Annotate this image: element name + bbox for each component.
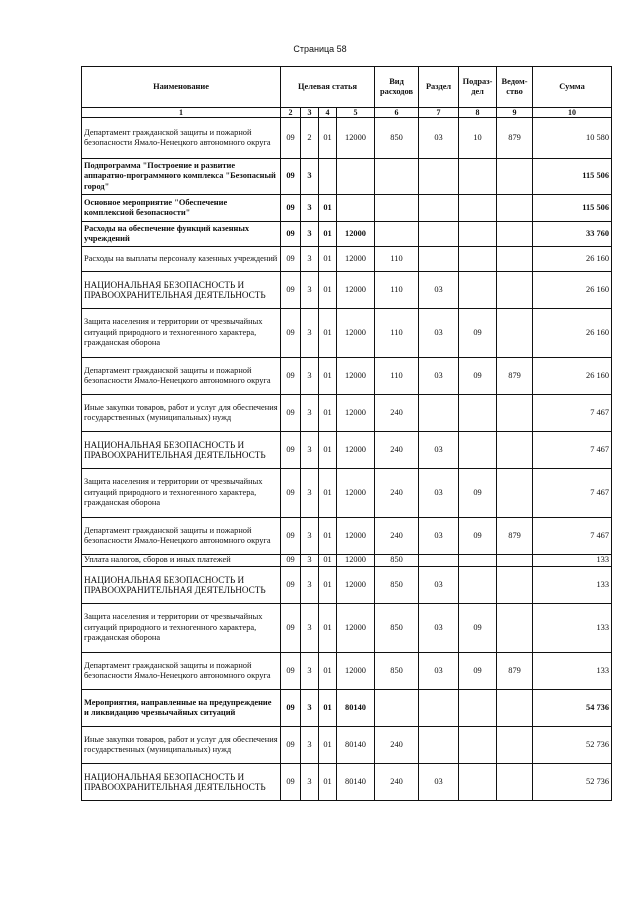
department-code [497,764,533,801]
row-name: Защита населения и территории от чрезвычайных ситуаций природного и техногенного характера, гражданская оборона [82,309,281,358]
amount: 7 467 [533,469,612,518]
table-row [82,309,612,358]
code-subprogram: 3 [301,159,319,195]
amount: 7 467 [533,518,612,555]
amount: 133 [533,604,612,653]
amount: 26 160 [533,272,612,309]
column-number: 5 [337,108,375,118]
department-code [497,432,533,469]
expense-type: 110 [375,309,419,358]
subsection: 09 [459,653,497,690]
code-direction: 12000 [337,118,375,159]
code-program: 09 [281,195,301,222]
table-row [82,518,612,555]
code-direction [337,159,375,195]
code-subprogram: 3 [301,432,319,469]
code-direction: 80140 [337,727,375,764]
code-program: 09 [281,309,301,358]
section: 03 [419,358,459,395]
code-program: 09 [281,118,301,159]
code-program: 09 [281,395,301,432]
code-event: 01 [319,567,337,604]
code-event: 01 [319,309,337,358]
budget-table [81,66,612,801]
subsection [459,764,497,801]
subsection: 09 [459,358,497,395]
expense-type [375,195,419,222]
subsection: 09 [459,604,497,653]
expense-type: 110 [375,272,419,309]
code-subprogram: 2 [301,118,319,159]
expense-type: 110 [375,247,419,272]
department-code [497,247,533,272]
column-number: 1 [82,108,281,118]
table-row [82,247,612,272]
code-direction: 12000 [337,272,375,309]
code-subprogram: 3 [301,272,319,309]
expense-type [375,159,419,195]
expense-type [375,690,419,727]
code-direction: 12000 [337,247,375,272]
code-program: 09 [281,653,301,690]
subsection [459,727,497,764]
code-program: 09 [281,690,301,727]
expense-type: 240 [375,764,419,801]
header-subsection: Подраз-дел [459,67,497,108]
row-name: Департамент гражданской защиты и пожарной безопасности Ямало-Ненецкого автономного округа [82,518,281,555]
code-subprogram: 3 [301,309,319,358]
code-subprogram: 3 [301,358,319,395]
expense-type: 240 [375,432,419,469]
code-event: 01 [319,690,337,727]
amount: 54 736 [533,690,612,727]
section [419,690,459,727]
subsection [459,247,497,272]
expense-type: 850 [375,567,419,604]
department-code [497,469,533,518]
department-code [497,690,533,727]
header-row [82,67,612,108]
code-event: 01 [319,518,337,555]
code-subprogram: 3 [301,195,319,222]
code-event: 01 [319,469,337,518]
table-row [82,555,612,567]
code-direction: 12000 [337,653,375,690]
code-program: 09 [281,469,301,518]
table-row [82,567,612,604]
amount: 10 580 [533,118,612,159]
section: 03 [419,309,459,358]
table-row [82,395,612,432]
code-direction: 12000 [337,222,375,247]
section [419,222,459,247]
subsection [459,567,497,604]
department-code [497,567,533,604]
table-row [82,358,612,395]
section: 03 [419,604,459,653]
department-code [497,222,533,247]
code-program: 09 [281,358,301,395]
column-number: 8 [459,108,497,118]
amount: 115 506 [533,159,612,195]
code-program: 09 [281,604,301,653]
subsection [459,272,497,309]
column-number: 4 [319,108,337,118]
code-program: 09 [281,159,301,195]
expense-type: 240 [375,469,419,518]
section [419,555,459,567]
row-name: НАЦИОНАЛЬНАЯ БЕЗОПАСНОСТЬ И ПРАВООХРАНИТЕЛЬНАЯ ДЕЯТЕЛЬНОСТЬ [82,764,281,801]
table-row [82,764,612,801]
code-subprogram: 3 [301,567,319,604]
row-name: Мероприятия, направленные на предупреждение и ликвидацию чрезвычайных ситуаций [82,690,281,727]
subsection [459,222,497,247]
expense-type [375,222,419,247]
code-event: 01 [319,395,337,432]
code-direction: 80140 [337,690,375,727]
table-row [82,118,612,159]
subsection [459,555,497,567]
expense-type: 240 [375,518,419,555]
table-row [82,469,612,518]
code-event: 01 [319,195,337,222]
code-direction: 12000 [337,555,375,567]
code-event: 01 [319,653,337,690]
department-code [497,555,533,567]
code-subprogram: 3 [301,518,319,555]
code-program: 09 [281,555,301,567]
department-code: 879 [497,358,533,395]
column-number: 2 [281,108,301,118]
code-event: 01 [319,764,337,801]
code-subprogram: 3 [301,469,319,518]
section: 03 [419,764,459,801]
header-section: Раздел [419,67,459,108]
column-number: 9 [497,108,533,118]
code-event: 01 [319,604,337,653]
header-target-article: Целевая статья [281,67,375,108]
row-name: Расходы на обеспечение функций казенных учреждений [82,222,281,247]
amount: 26 160 [533,358,612,395]
code-subprogram: 3 [301,222,319,247]
section [419,195,459,222]
code-program: 09 [281,567,301,604]
row-name: Иные закупки товаров, работ и услуг для обеспечения государственных (муниципальных) нужд [82,727,281,764]
subsection: 09 [459,309,497,358]
code-direction: 12000 [337,518,375,555]
subsection [459,195,497,222]
code-direction: 12000 [337,395,375,432]
code-direction: 12000 [337,358,375,395]
section: 03 [419,518,459,555]
expense-type: 850 [375,118,419,159]
section [419,247,459,272]
code-event: 01 [319,247,337,272]
row-name: НАЦИОНАЛЬНАЯ БЕЗОПАСНОСТЬ И ПРАВООХРАНИТЕЛЬНАЯ ДЕЯТЕЛЬНОСТЬ [82,432,281,469]
section: 03 [419,653,459,690]
expense-type: 850 [375,555,419,567]
table-row [82,159,612,195]
code-event: 01 [319,555,337,567]
department-code: 879 [497,518,533,555]
code-subprogram: 3 [301,555,319,567]
code-event: 01 [319,118,337,159]
department-code [497,727,533,764]
table-row [82,432,612,469]
table-row [82,727,612,764]
department-code [497,395,533,432]
code-direction: 12000 [337,567,375,604]
section: 03 [419,469,459,518]
row-name: Защита населения и территории от чрезвычайных ситуаций природного и техногенного характера, гражданская оборона [82,469,281,518]
section [419,395,459,432]
expense-type: 240 [375,395,419,432]
subsection [459,159,497,195]
code-program: 09 [281,764,301,801]
department-code [497,309,533,358]
code-direction: 12000 [337,309,375,358]
column-number: 7 [419,108,459,118]
table-row [82,604,612,653]
code-event: 01 [319,432,337,469]
row-name: Расходы на выплаты персоналу казенных учреждений [82,247,281,272]
subsection [459,395,497,432]
row-name: Департамент гражданской защиты и пожарной безопасности Ямало-Ненецкого автономного округа [82,653,281,690]
header-department: Ведом-ство [497,67,533,108]
subsection: 09 [459,518,497,555]
expense-type: 850 [375,653,419,690]
code-subprogram: 3 [301,764,319,801]
expense-type: 240 [375,727,419,764]
section [419,159,459,195]
row-name: Уплата налогов, сборов и иных платежей [82,555,281,567]
expense-type: 110 [375,358,419,395]
code-event: 01 [319,727,337,764]
column-number-row [82,108,612,118]
amount: 52 736 [533,764,612,801]
code-program: 09 [281,222,301,247]
code-direction: 12000 [337,469,375,518]
table-row [82,222,612,247]
section: 03 [419,118,459,159]
table-body [82,118,612,801]
code-program: 09 [281,272,301,309]
code-event: 01 [319,222,337,247]
column-number: 3 [301,108,319,118]
row-name: НАЦИОНАЛЬНАЯ БЕЗОПАСНОСТЬ И ПРАВООХРАНИТЕЛЬНАЯ ДЕЯТЕЛЬНОСТЬ [82,567,281,604]
code-subprogram: 3 [301,395,319,432]
code-subprogram: 3 [301,690,319,727]
code-event: 01 [319,272,337,309]
table-row [82,690,612,727]
subsection: 10 [459,118,497,159]
code-subprogram: 3 [301,653,319,690]
section [419,727,459,764]
department-code [497,195,533,222]
row-name: Подпрограмма "Построение и развитие аппаратно-программного комплекса "Безопасный город" [82,159,281,195]
section: 03 [419,567,459,604]
section: 03 [419,432,459,469]
amount: 52 736 [533,727,612,764]
code-program: 09 [281,247,301,272]
amount: 115 506 [533,195,612,222]
column-number: 6 [375,108,419,118]
row-name: Департамент гражданской защиты и пожарной безопасности Ямало-Ненецкого автономного округа [82,358,281,395]
code-event [319,159,337,195]
code-program: 09 [281,727,301,764]
page-number-label: Страница 58 [293,44,347,54]
amount: 7 467 [533,432,612,469]
row-name: Иные закупки товаров, работ и услуг для обеспечения государственных (муниципальных) нужд [82,395,281,432]
subsection [459,690,497,727]
amount: 26 160 [533,309,612,358]
table-row [82,195,612,222]
row-name: Основное мероприятие "Обеспечение комплексной безопасности" [82,195,281,222]
department-code: 879 [497,653,533,690]
amount: 133 [533,567,612,604]
department-code [497,604,533,653]
amount: 7 467 [533,395,612,432]
department-code [497,272,533,309]
amount: 33 760 [533,222,612,247]
code-direction: 80140 [337,764,375,801]
code-direction: 12000 [337,604,375,653]
row-name: НАЦИОНАЛЬНАЯ БЕЗОПАСНОСТЬ И ПРАВООХРАНИТЕЛЬНАЯ ДЕЯТЕЛЬНОСТЬ [82,272,281,309]
code-subprogram: 3 [301,727,319,764]
subsection: 09 [459,469,497,518]
code-direction [337,195,375,222]
amount: 133 [533,555,612,567]
code-event: 01 [319,358,337,395]
amount: 26 160 [533,247,612,272]
header-name: Наименование [82,67,281,108]
row-name: Департамент гражданской защиты и пожарной безопасности Ямало-Ненецкого автономного округа [82,118,281,159]
code-program: 09 [281,518,301,555]
code-subprogram: 3 [301,247,319,272]
table-row [82,272,612,309]
code-direction: 12000 [337,432,375,469]
column-number: 10 [533,108,612,118]
code-program: 09 [281,432,301,469]
header-expense-type: Вид расходов [375,67,419,108]
code-subprogram: 3 [301,604,319,653]
department-code: 879 [497,118,533,159]
department-code [497,159,533,195]
row-name: Защита населения и территории от чрезвычайных ситуаций природного и техногенного характера, гражданская оборона [82,604,281,653]
expense-type: 850 [375,604,419,653]
section: 03 [419,272,459,309]
amount: 133 [533,653,612,690]
header-amount: Сумма [533,67,612,108]
subsection [459,432,497,469]
table-row [82,653,612,690]
